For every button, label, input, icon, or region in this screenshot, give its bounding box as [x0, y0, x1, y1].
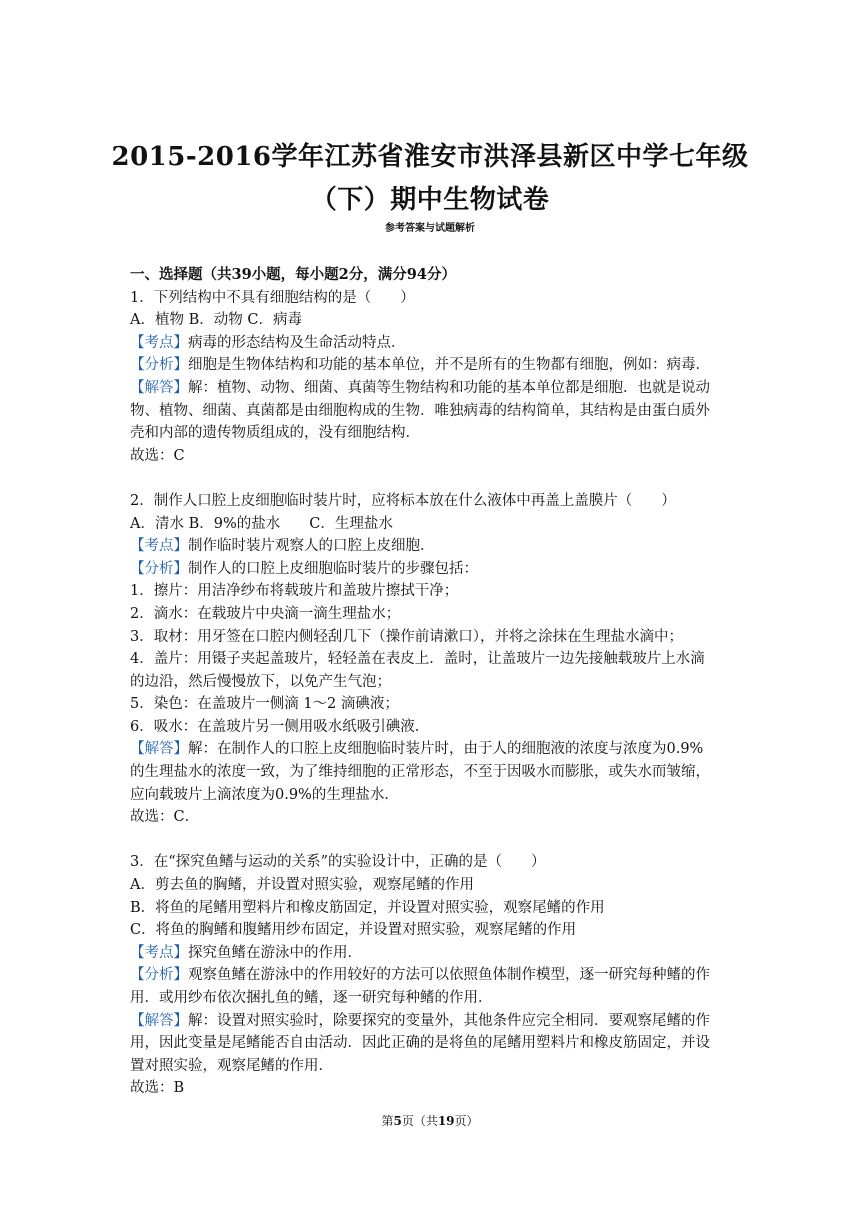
exam-content	[130, 264, 730, 1100]
fenxi-tag: 【分析】	[130, 357, 188, 374]
kaodian-text: 病毒的形态结构及生命活动特点．	[188, 334, 406, 351]
step-item: 1．擦片：用洁净纱布将载玻片和盖玻片擦拭干净；	[130, 583, 459, 600]
footer-page-number: 5	[393, 1114, 402, 1128]
fenxi-tag: 【分析】	[130, 967, 188, 984]
fenxi-row	[130, 964, 730, 987]
question-1	[130, 287, 730, 468]
question-option-a: A．剪去鱼的胸鳍，并设置对照实验，观察尾鳍的作用	[130, 877, 474, 894]
question-options: A．植物 B．动物 C．病毒	[130, 312, 302, 329]
footer-middle: 页（共	[401, 1114, 438, 1128]
question-stem: 2．制作人口腔上皮细胞临时装片时，应将标本放在什么液体中再盖上盖膜片（ ）	[130, 492, 676, 509]
step-item: 5．染色：在盖玻片一侧滴 1～2 滴碘液；	[130, 696, 399, 713]
kaodian-tag: 【考点】	[130, 944, 188, 961]
fenxi-text: 观察鱼鳍在游泳中的作用较好的方法可以依照鱼体制作模型，逐一研究每种鳍的作	[188, 967, 710, 984]
question-stem: 3．在“探究鱼鳍与运动的关系”的实验设计中，正确的是（ ）	[130, 854, 546, 871]
kaodian-tag: 【考点】	[130, 538, 188, 555]
fenxi-row	[130, 558, 730, 581]
jieda-text: 解：植物、动物、细菌、真菌等生物结构和功能的基本单位都是细胞．也就是说动	[188, 379, 710, 396]
step-item: 6．吸水：在盖玻片另一侧用吸水纸吸引碘液．	[130, 718, 430, 735]
footer-suffix: 页）	[454, 1114, 479, 1128]
step-item: 4．盖片：用镊子夹起盖玻片，轻轻盖在表皮上．盖时，让盖玻片一边先接触载玻片上水滴	[130, 651, 705, 668]
page-title-line1: 2015-2016学年江苏省淮安市洪泽县新区中学七年级	[111, 142, 749, 172]
jieda-text: 应向载玻片上滴浓度为0.9%的生理盐水．	[130, 786, 399, 803]
kaodian-tag: 【考点】	[130, 334, 188, 351]
step-item: 3．取材：用牙签在口腔内侧轻刮几下（操作前请漱口），并将之涂抹在生理盐水滴中；	[130, 628, 683, 645]
jieda-row	[130, 1010, 730, 1033]
jieda-text: 用，因此变量是尾鳍能否自由活动．因此正确的是将鱼的尾鳍用塑料片和橡皮筋固定，并设	[130, 1035, 710, 1052]
jieda-text: 物、植物、细菌、真菌都是由细胞构成的生物．唯独病毒的结构简单，其结构是由蛋白质外	[130, 402, 710, 419]
jieda-tag: 【解答】	[130, 741, 188, 758]
jieda-text: 的生理盐水的浓度一致，为了维持细胞的正常形态，不至于因吸水而膨胀，或失水而皱缩，	[130, 764, 710, 781]
question-option-c: C．将鱼的胸鳍和腹鳍用纱布固定，并设置对照实验，观察尾鳍的作用	[130, 922, 577, 939]
question-option-b: B．将鱼的尾鳍用塑料片和橡皮筋固定，并设置对照实验，观察尾鳍的作用	[130, 899, 605, 916]
fenxi-text: 制作人的口腔上皮细胞临时装片的步骤包括：	[188, 560, 478, 577]
jieda-text: 解：在制作人的口腔上皮细胞临时装片时，由于人的细胞液的浓度与浓度为0.9%	[188, 741, 704, 758]
step-item: 的边沿，然后慢慢放下，以免产生气泡；	[130, 673, 391, 690]
fenxi-text: 细胞是生物体结构和功能的基本单位，并不是所有的生物都有细胞，例如：病毒．	[188, 357, 710, 374]
jieda-tag: 【解答】	[130, 1012, 188, 1029]
kaodian-row	[130, 942, 730, 965]
spacer	[130, 829, 730, 852]
fenxi-row	[130, 354, 730, 377]
spacer	[130, 467, 730, 490]
answer: 故选：C．	[130, 809, 200, 826]
question-options: A．清水 B．9%的盐水 C．生理盐水	[130, 515, 393, 532]
jieda-row	[130, 377, 730, 400]
kaodian-text: 制作临时装片观察人的口腔上皮细胞．	[188, 538, 435, 555]
question-stem: 1．下列结构中不具有细胞结构的是（ ）	[130, 289, 415, 306]
question-3	[130, 851, 730, 1100]
jieda-text: 解：设置对照实验时，除要探究的变量外，其他条件应完全相同．要观察尾鳍的作	[188, 1012, 710, 1029]
kaodian-row	[130, 535, 730, 558]
jieda-text: 壳和内部的遗传物质组成的，没有细胞结构．	[130, 425, 420, 442]
footer-prefix: 第	[381, 1114, 394, 1128]
question-2	[130, 490, 730, 829]
page-title-line2: （下）期中生物试卷	[310, 185, 550, 215]
answer: 故选：B	[130, 1080, 185, 1097]
kaodian-row	[130, 332, 730, 355]
kaodian-text: 探究鱼鳍在游泳中的作用．	[188, 944, 362, 961]
answer: 故选：C	[130, 447, 185, 464]
fenxi-text: 用．或用纱布依次捆扎鱼的鳍，逐一研究每种鳍的作用．	[130, 990, 493, 1006]
page-footer	[0, 1112, 860, 1129]
page-subtitle: 参考答案与试题解析	[385, 223, 475, 234]
jieda-text: 置对照实验，观察尾鳍的作用．	[130, 1057, 333, 1074]
footer-total-pages: 19	[437, 1114, 455, 1128]
section-heading: 一、选择题（共39小题，每小题2分，满分94分）	[130, 266, 456, 283]
step-item: 2．滴水：在载玻片中央滴一滴生理盐水；	[130, 605, 401, 622]
jieda-tag: 【解答】	[130, 379, 188, 396]
fenxi-tag: 【分析】	[130, 560, 188, 577]
jieda-row	[130, 738, 730, 761]
